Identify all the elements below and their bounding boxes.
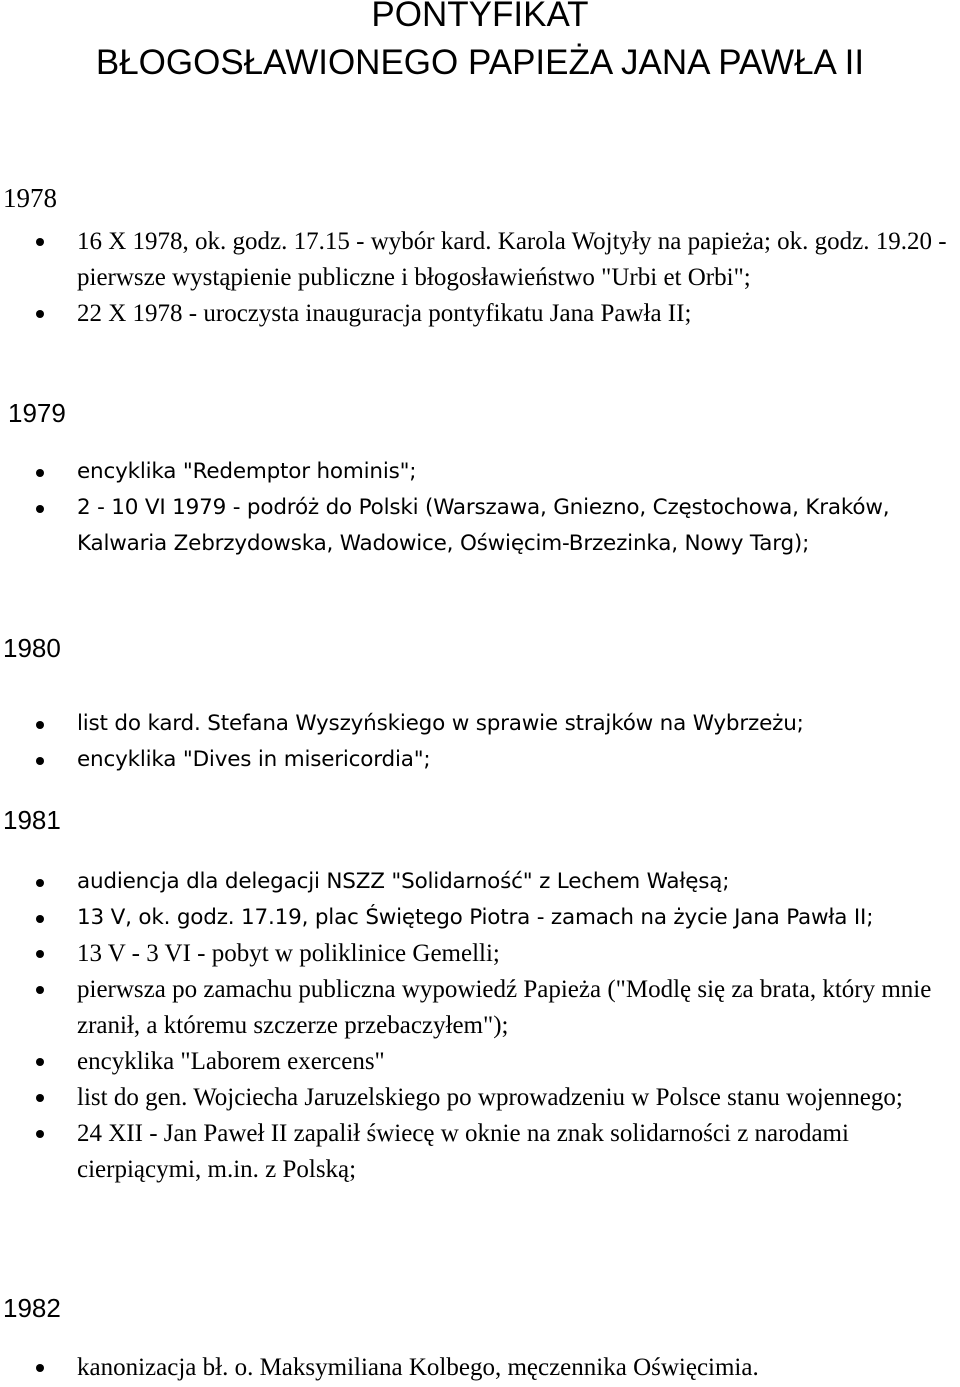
bullet-icon — [36, 1058, 44, 1066]
list-item — [0, 490, 960, 562]
year-heading-1979: 1979 — [8, 398, 66, 428]
event-text: 22 X 1978 - uroczysta inauguracja pontyfikatu Jana Pawła II; — [77, 300, 692, 327]
event-text: 2 - 10 VI 1979 - podróż do Polski (Warszawa, Gniezno, Częstochowa, Kraków, Kalwaria Zebrzydowska, Wadowice, Oświęcim-Brzezinka, Nowy Targ); — [77, 495, 890, 556]
bullet-icon — [36, 1094, 44, 1102]
event-list-1978 — [0, 224, 960, 332]
event-text: 13 V - 3 VI - pobyt w poliklinice Gemelli; — [77, 940, 500, 967]
list-item — [0, 454, 960, 490]
event-text: encyklika "Laborem exercens" — [77, 1048, 385, 1075]
list-item — [0, 1044, 960, 1080]
page-title-line-1: PONTYFIKAT — [371, 0, 589, 34]
bullet-icon — [36, 238, 44, 246]
bullet-icon — [36, 879, 44, 887]
bullet-icon — [36, 1364, 44, 1372]
bullet-icon — [36, 469, 44, 477]
bullet-icon — [36, 721, 44, 729]
year-heading-1981: 1981 — [3, 805, 61, 835]
year-heading-1980: 1980 — [3, 633, 61, 663]
bullet-icon — [36, 950, 44, 958]
list-item — [0, 864, 960, 900]
event-list-1981 — [0, 864, 960, 1188]
bullet-icon — [36, 757, 44, 765]
bullet-icon — [36, 310, 44, 318]
list-item — [0, 706, 960, 742]
list-item — [0, 972, 960, 1044]
bullet-icon — [36, 915, 44, 923]
event-text: encyklika "Dives in misericordia"; — [77, 747, 431, 772]
event-text: encyklika "Redemptor hominis"; — [77, 459, 417, 484]
event-list-1979 — [0, 454, 960, 562]
list-item — [0, 1350, 960, 1386]
list-item — [0, 224, 960, 296]
event-text: kanonizacja bł. o. Maksymiliana Kolbego, męczennika Oświęcimia. — [77, 1354, 759, 1381]
year-heading-1978: 1978 — [3, 183, 57, 213]
event-text: list do kard. Stefana Wyszyńskiego w sprawie strajków na Wybrzeżu; — [77, 711, 804, 736]
event-text: 13 V, ok. godz. 17.19, plac Świętego Piotra - zamach na życie Jana Pawła II; — [77, 905, 874, 930]
bullet-icon — [36, 505, 44, 513]
list-item — [0, 900, 960, 936]
event-list-1982 — [0, 1350, 960, 1386]
list-item — [0, 1116, 960, 1188]
event-list-1980 — [0, 706, 960, 778]
bullet-icon — [36, 1130, 44, 1138]
event-text: 16 X 1978, ok. godz. 17.15 - wybór kard. Karola Wojtyły na papieża; ok. godz. 19.20 - pierwsze wystąpienie publiczne i błogosławieństwo "Urbi et Orbi"; — [77, 228, 947, 291]
bullet-icon — [36, 986, 44, 994]
page-title-line-2: BŁOGOSŁAWIONEGO PAPIEŻA JANA PAWŁA II — [95, 43, 865, 82]
list-item — [0, 1080, 960, 1116]
event-text: 24 XII - Jan Paweł II zapalił świecę w oknie na znak solidarności z narodami cierpiącymi, m.in. z Polską; — [77, 1120, 849, 1183]
event-text: list do gen. Wojciecha Jaruzelskiego po wprowadzeniu w Polsce stanu wojennego; — [77, 1084, 903, 1111]
list-item — [0, 936, 960, 972]
event-text: audiencja dla delegacji NSZZ "Solidarność" z Lechem Wałęsą; — [77, 869, 730, 894]
event-text: pierwsza po zamachu publiczna wypowiedź Papieża ("Modlę się za brata, który mnie zranił, a któremu szczerze przebaczyłem"); — [77, 976, 932, 1039]
year-heading-1982: 1982 — [3, 1293, 61, 1323]
list-item — [0, 296, 960, 332]
list-item — [0, 742, 960, 778]
